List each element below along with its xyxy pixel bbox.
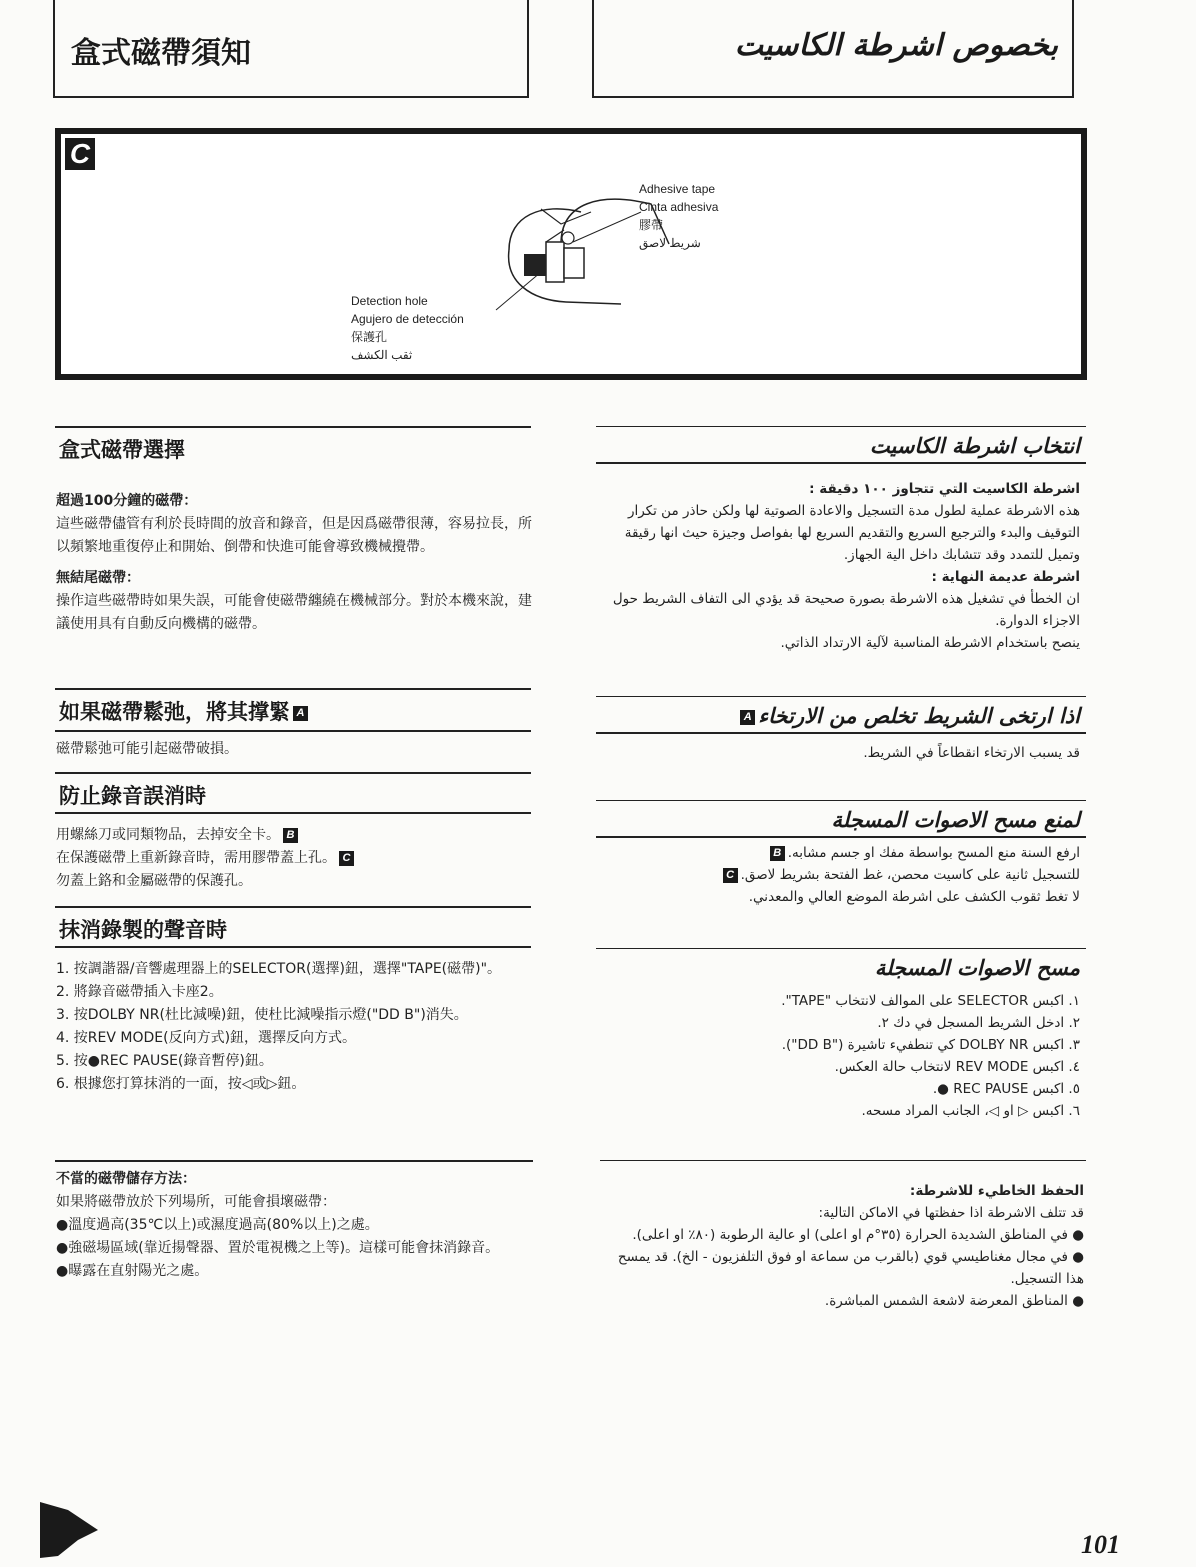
- ar-storage-rule: [600, 1160, 1086, 1161]
- badge-c: C: [723, 868, 738, 883]
- zh-slack-body: 磁帶鬆弛可能引起磁帶破損。: [56, 741, 238, 757]
- ar-prevent-erase-body: ارفع السنة منع المسح بواسطة مفك او جسم مشابه.B للتسجيل ثانية على كاسيت محصن، غط الفتحة بشريط لاصق.C لا تغط ثقوب الكشف على اشرطة الموضع العالي والمعدني.: [596, 842, 1080, 908]
- ar-heading-cassette-selection: انتخاب اشرطة الكاسيت: [596, 426, 1086, 464]
- badge-b: B: [283, 828, 298, 843]
- scan-mark: [38, 1500, 108, 1560]
- ar-heading-erase: مسح الاصوات المسجلة: [596, 948, 1086, 988]
- ar-page-title: بخصوص اشرطة الكاسيت: [734, 28, 1058, 63]
- figure-c: [55, 128, 1087, 380]
- ar-heading-slack: A اذا ارتخى الشريط تخلص من الارتخاء: [596, 696, 1086, 734]
- zh-erase-steps: 1. 按調諧器/音響處理器上的SELECTOR(選擇)鈕，選擇"TAPE(磁帶)"。 2. 將錄音磁帶插入卡座2。 3. 按DOLBY NR(杜比減噪)鈕，使杜比減噪指示燈("DD B")消失。 4. 按REV MODE(反向方式)鈕，選擇反向方式。 5. 按●REC PAUSE(錄音暫停)鈕。 6. 根據您打算抹消的一面，按◁或▷鈕。: [56, 961, 502, 1092]
- zh-heading-slack: 如果磁帶鬆弛，將其撑緊 A: [55, 688, 531, 732]
- figure-label: C: [65, 138, 95, 170]
- ar-cassette-selection-body: اشرطة الكاسيت التي تتجاوز ١٠٠ دقيقة : هذه الاشرطة عملية لطول مدة التسجيل والاعادة الصوتية لها ولكن حاذر من تكرار التوقيف والبدء والترجيع السريع والتقديم السريع لها بفواصل وجيزة حيث انها رقيقة وتميل للتمدد وقد تتشابك داخل الية الجهاز. اشرطة عديمة النهاية : ان الخطأ في تشغيل هذه الاشرطة بصورة صحيحة قد يؤدي الى التفاف الشريط حول الاجزاء الدوارة. ينصح باستخدام الاشرطة المناسبة لآلية الارتداد الذاتي.: [612, 481, 1080, 651]
- ar-erase-steps: ١. اكبس SELECTOR على الموالف لانتخاب "TAPE". ٢. ادخل الشريط المسجل في دك ٢. ٣. اكبس DOLBY NR كي تنطفيء تاشيرة ("DD B"). ٤. اكبس REV MODE لانتخاب حالة العكس. ٥. اكبس REC PAUSE ●. ٦. اكبس ▷ او ◁، الجانب المراد مسحه.: [781, 993, 1080, 1119]
- zh-storage-rule: [55, 1160, 533, 1162]
- ar-storage-body: الحفظ الخاطيء للاشرطة: قد تتلف الاشرطة اذا حفظتها في الاماكن التالية: ● في المناطق الشديدة الحرارة (٣٥°م او اعلى) او عالية الرطوبة (٨٠٪ او اعلى). ● في مجال مغناطيسي قوي (بالقرب من سماعة او فوق التلفزيون - الخ). قد يمسح هذا التسجيل. ● المناطق المعرضة لاشعة الشمس المباشرة.: [617, 1183, 1084, 1309]
- detection-hole-label: Detection hole Agujero de detección 保護孔 ثقب الكشف: [351, 294, 464, 362]
- ar-slack-body: قد يسبب الارتخاء انقطاعاً في الشريط.: [863, 745, 1080, 761]
- cassette-illustration: [61, 134, 1081, 374]
- badge-a: A: [740, 710, 755, 725]
- badge-a: A: [293, 706, 308, 721]
- ar-title-box: [592, 0, 1074, 98]
- zh-prevent-erase-body: 用螺絲刀或同類物品，去掉安全卡。 B 在保護磁帶上重新錄音時，需用膠帶蓋上孔。 C 勿蓋上鉻和金屬磁帶的保護孔。: [56, 824, 534, 893]
- ar-heading-prevent-erase: لمنع مسح الاصوات المسجلة: [596, 800, 1086, 838]
- adhesive-tape-label: Adhesive tape Cinta adhesiva 膠帶 شريط لاصق: [639, 182, 719, 250]
- page-number: 101: [1081, 1530, 1120, 1559]
- zh-heading-erase: 抹消錄製的聲音時: [55, 906, 531, 948]
- zh-heading-cassette-selection: 盒式磁帶選擇: [55, 426, 531, 466]
- zh-storage-body: 不當的磁帶儲存方法： 如果將磁帶放於下列場所，可能會損壞磁帶： ●溫度過高(35℃以上)或濕度過高(80%以上)之處。 ●強磁場區域(靠近揚聲器、置於電視機之上等)。這樣可能會抹消錄音。 ●曝露在直射陽光之處。: [56, 1171, 500, 1279]
- zh-heading-prevent-erase: 防止錄音誤消時: [55, 772, 531, 814]
- zh-cassette-selection-body: 超過100分鐘的磁帶： 這些磁帶儘管有利於長時間的放音和錄音，但是因爲磁帶很薄，容易拉長，所以頻繁地重復停止和開始、倒帶和快進可能會導致機械攪帶。 無結尾磁帶： 操作這些磁帶時如果失誤，可能會使磁帶纏繞在機械部分。對於本機來說，建議使用具有自動反向機構的磁帶。: [56, 493, 532, 632]
- zh-title-box: [53, 0, 529, 98]
- badge-c: C: [339, 851, 354, 866]
- badge-b: B: [770, 846, 785, 861]
- zh-page-title: 盒式磁帶須知: [71, 36, 251, 71]
